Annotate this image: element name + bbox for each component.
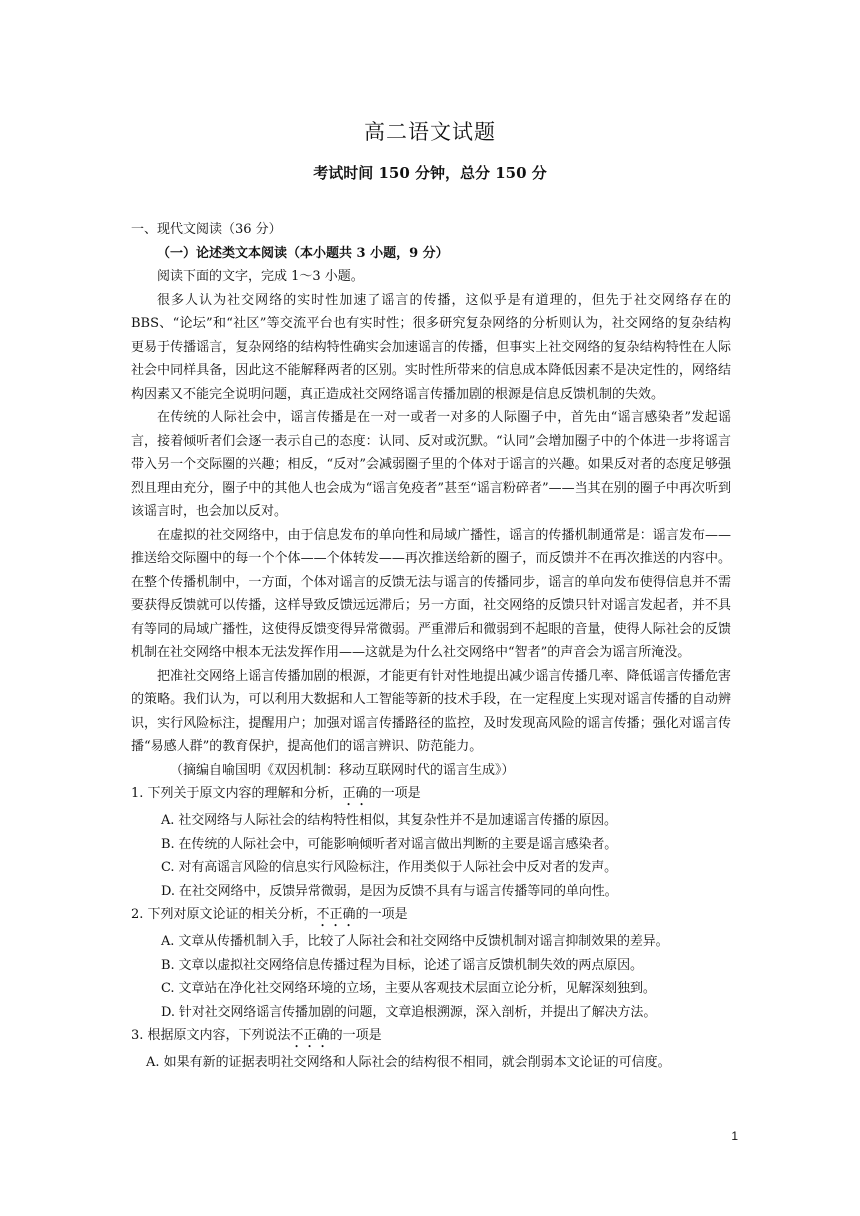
exam-subtitle: 考试时间 150 分钟，总分 150 分 bbox=[313, 164, 547, 182]
question-1-option-b: B. 在传统的人际社会中，可能影响倾听者对谣言做出判断的主要是谣言感染者。 bbox=[161, 836, 618, 852]
question-1-option-d: D. 在社交网络中，反馈异常微弱，是因为反馈不具有与谣言传播等同的单向性。 bbox=[161, 883, 618, 899]
subsection-heading: （一）论述类文本阅读（本小题共 3 小题，9 分） bbox=[157, 245, 449, 261]
question-2-option-a: A. 文章从传播机制入手，比较了人际社会和社交网络中反馈机制对谣言抑制效果的差异。 bbox=[161, 934, 669, 949]
question-3-emphasis: 不正确 bbox=[290, 1028, 330, 1043]
document-body bbox=[131, 218, 731, 1075]
question-1-suffix: 的一项是 bbox=[368, 786, 421, 801]
question-1-stem bbox=[131, 782, 731, 809]
question-2-emphasis: 不正确 bbox=[316, 907, 356, 922]
question-3-prefix: 3. 根据原文内容，下列说法 bbox=[131, 1028, 291, 1043]
question-1-option-c: C. 对有高谣言风险的信息实行风险标注，作用类似于人际社会中反对者的发声。 bbox=[161, 860, 618, 875]
question-1-emphasis: 正确 bbox=[342, 786, 369, 801]
question-2-suffix: 的一项是 bbox=[355, 907, 408, 922]
passage-paragraph-3: 在虚拟的社交网络中，由于信息发布的单向性和局域广播性，谣言的传播机制通常是：谣言发布——推送给交际圈中的每一个个体——个体转发——再次推送给新的圈子，而反馈并不在再次推送的内容中。在整个传播机制中，一方面，个体对谣言的反馈无法与谣言的传播同步，谣言的单向发布使得信息并不需要获得反馈就可以传播，这样导致反馈远远滞后；另一方面，社交网络的反馈只针对谣言发起者，并不具有等同的局域广播性，这使得反馈变得异常微弱。严重滞后和微弱到不起眼的音量，使得人际社会的反馈机制在社交网络中根本无法发挥作用——这就是为什么社交网络中“智者”的声音会为谣言所淹没。 bbox=[131, 527, 731, 660]
question-1-prefix: 1. 下列关于原文内容的理解和分析， bbox=[131, 786, 343, 801]
exam-title: 高二语文试题 bbox=[364, 120, 496, 144]
question-1-option-a: A. 社交网络与人际社会的结构特性相似，其复杂性并不是加速谣言传播的原因。 bbox=[161, 813, 617, 828]
passage-paragraph-4: 把准社交网络上谣言传播加剧的根源，才能更有针对性地提出减少谣言传播几率、降低谣言传播危害的策略。我们认为，可以利用大数据和人工智能等新的技术手段，在一定程度上实现对谣言传播的自动辨识，实行风险标注，提醒用户；加强对谣言传播路径的监控，及时发现高风险的谣言传播；强化对谣言传播“易感人群”的教育保护，提高他们的谣言辨识、防范能力。 bbox=[131, 668, 731, 754]
question-2-option-b: B. 文章以虚拟社交网络信息传播过程为目标，论述了谣言反馈机制失效的两点原因。 bbox=[161, 957, 643, 973]
question-2-stem bbox=[131, 903, 731, 930]
section-heading: 一、现代文阅读（36 分） bbox=[131, 222, 282, 237]
question-3-stem bbox=[131, 1024, 731, 1051]
question-2-option-d: D. 针对社交网络谣言传播加剧的问题，文章追根溯源，深入剖析，并提出了解决方法。 bbox=[161, 1004, 657, 1020]
reading-instruction: 阅读下面的文字，完成 1～3 小题。 bbox=[157, 269, 364, 284]
question-2-option-c: C. 文章站在净化社交网络环境的立场，主要从客观技术层面立论分析，见解深刻独到。 bbox=[161, 981, 656, 996]
page-number: 1 bbox=[731, 1129, 738, 1143]
passage-source: （摘编自喻国明《双因机制：移动互联网时代的谣言生成》） bbox=[170, 762, 515, 778]
question-3-option-a: A. 如果有新的证据表明社交网络和人际社会的结构很不相同，就会削弱本文论证的可信度。 bbox=[146, 1055, 671, 1070]
question-3-suffix: 的一项是 bbox=[329, 1028, 382, 1043]
question-2-prefix: 2. 下列对原文论证的相关分析， bbox=[131, 907, 317, 922]
passage-paragraph-1: 很多人认为社交网络的实时性加速了谣言的传播，这似乎是有道理的，但先于社交网络存在的 BBS、“论坛”和“社区”等交流平台也有实时性；很多研究复杂网络的分析则认为，社交网络的复杂结构更易于传播谣言，复杂网络的结构特性确实会加速谣言的传播，但事实上社交网络的复杂结构特性在人际社会中同样具备，因此这不能解释两者的区别。实时性所带来的信息成本降低因素不是决定性的，网络结构因素又不能完全说明问题，真正造成社交网络谣言传播加剧的根源是信息反馈机制的失效。 bbox=[131, 292, 731, 402]
passage-paragraph-2: 在传统的人际社会中，谣言传播是在一对一或者一对多的人际圈子中，首先由“谣言感染者”发起谣言，接着倾听者们会逐一表示自己的态度：认同、反对或沉默。“认同”会增加圈子中的个体进一步将谣言带入另一个交际圈的兴趣；相反，“反对”会减弱圈子里的个体对于谣言的兴趣。如果反对者的态度足够强烈且理由充分，圈子中的其他人也会成为“谣言免疫者”甚至“谣言粉碎者”——当其在别的圈子中再次听到该谣言时，也会加以反对。 bbox=[131, 410, 731, 519]
